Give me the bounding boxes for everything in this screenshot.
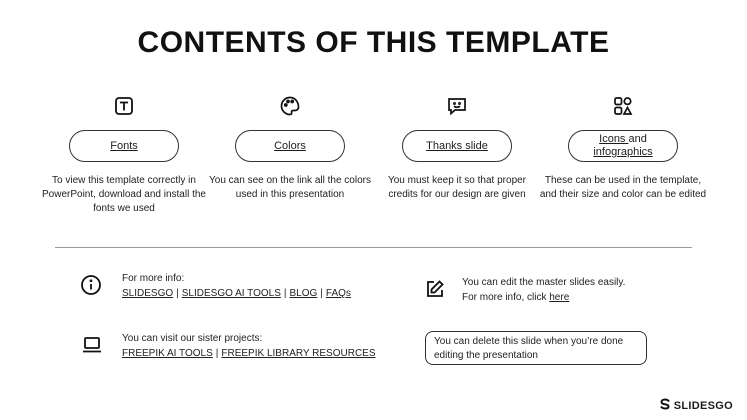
and-text: and xyxy=(628,133,647,145)
slidesgo-logo-text: SLIDESGO xyxy=(673,399,733,412)
separator: | xyxy=(320,288,323,299)
more-info-heading: For more info: xyxy=(122,273,185,284)
fonts-link[interactable]: Fonts xyxy=(69,130,179,162)
fonts-column xyxy=(39,94,209,216)
more-info-block xyxy=(122,271,351,301)
sister-projects-block xyxy=(122,331,376,361)
icons-column xyxy=(538,94,708,202)
separator: | xyxy=(215,348,219,359)
thanks-column xyxy=(372,94,542,202)
page-title: CONTENTS OF THIS TEMPLATE xyxy=(137,26,610,59)
blog-link[interactable]: BLOG xyxy=(289,288,318,299)
separator: | xyxy=(176,288,179,299)
thanks-slide-link[interactable]: Thanks slide xyxy=(402,130,512,162)
info-circle-icon xyxy=(80,274,102,301)
more-info-links xyxy=(122,286,351,301)
edit-icon xyxy=(424,278,446,305)
slidesgo-logo-icon xyxy=(659,398,671,413)
colors-link[interactable]: Colors xyxy=(235,130,345,162)
smile-message-icon xyxy=(372,94,542,118)
icons-description: These can be used in the template, and their size and color can be edited xyxy=(539,175,707,200)
icons-label-line1 xyxy=(599,133,647,146)
faqs-link[interactable]: FAQs xyxy=(325,288,351,299)
divider xyxy=(55,247,692,248)
slidesgo-link[interactable]: SLIDESGO xyxy=(122,288,174,299)
more-info-click-text: For more info, click xyxy=(462,292,547,303)
icons-infographics-link[interactable] xyxy=(568,130,678,162)
text-icon xyxy=(39,94,209,118)
separator: | xyxy=(283,288,287,299)
freepik-ai-tools-link[interactable]: FREEPIK AI TOOLS xyxy=(122,348,213,359)
sister-projects-heading: You can visit our sister projects: xyxy=(122,333,263,344)
fonts-description: To view this template correctly in PowerPoint, download and install the fonts we used xyxy=(42,175,206,214)
icons-link-text[interactable]: Icons xyxy=(599,133,626,145)
colors-description: You can see on the link all the colors used in this presentation xyxy=(209,175,371,200)
slidesgo-ai-tools-link[interactable]: SLIDESGO AI TOOLS xyxy=(181,288,281,299)
master-slides-block xyxy=(462,275,625,305)
palette-icon xyxy=(205,94,375,118)
colors-column xyxy=(205,94,375,202)
shapes-icon xyxy=(538,94,708,118)
slidesgo-logo xyxy=(659,398,733,413)
freepik-library-link[interactable]: FREEPIK LIBRARY RESOURCES xyxy=(221,348,376,359)
infographics-link-text[interactable]: infographics xyxy=(593,146,653,158)
master-slides-text: You can edit the master slides easily. xyxy=(462,277,626,288)
thanks-description: You must keep it so that proper credits for our design are given xyxy=(387,175,527,200)
delete-slide-note: You can delete this slide when you’re done editing the presentation xyxy=(425,331,647,365)
laptop-icon xyxy=(81,334,103,361)
here-link[interactable]: here xyxy=(549,292,570,303)
sister-projects-links xyxy=(122,346,376,361)
